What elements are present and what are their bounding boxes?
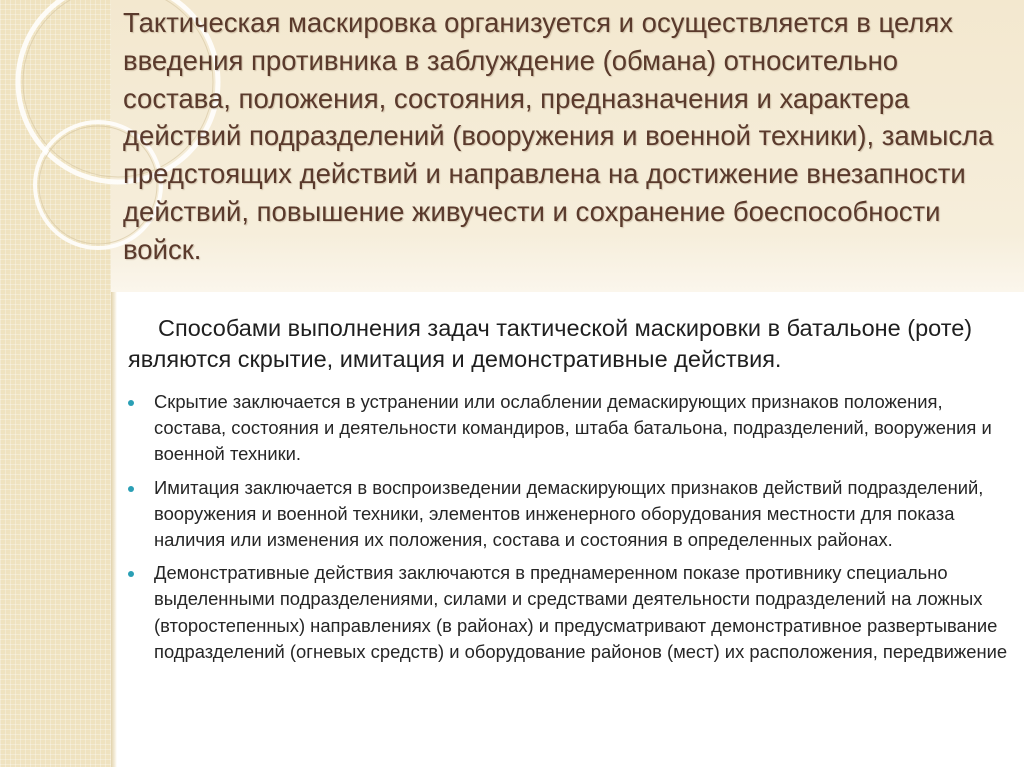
bullet-text: Скрытие заключается в устранении или ослаблении демаскирующих признаков положения, состава, состояния и деятельности командиров, штаба батальона, подразделений, вооружения и военной техники. <box>154 391 992 465</box>
round-bullet-icon <box>128 486 134 492</box>
bullet-text: Демонстративные действия заключаются в преднамеренном показе противнику специально выделенными подразделениями, силами и средствами деятельности подразделений на ложных (второстепенных) направлениях (в районах) и предусматривают демонстративное развертывание подразделений (огневых средств) и оборудование районов (мест) их расположения, передвижение <box>154 562 1008 662</box>
round-bullet-icon <box>128 571 134 577</box>
list-item <box>124 475 1014 554</box>
bullet-list <box>124 389 1014 672</box>
list-item <box>124 560 1014 665</box>
slide-title: Тактическая маскировка организуется и осуществляется в целях введения противника в заблуждение (обмана) относительно состава, положения, состояния, предназначения и характера действий подразделений (вооружения и военной техники), замысла предстоящих действий и направлена на достижение внезапности действий, повышение живучести и сохранение боеспособности войск. <box>123 7 994 265</box>
lead-paragraph: Способами выполнения задач тактической маскировки в батальоне (роте) являются скрытие, имитация и демонстративные действия. <box>128 315 973 372</box>
bullet-text: Имитация заключается в воспроизведении демаскирующих признаков действий подразделений, вооружения и военной техники, элементов инженерного оборудования местности для показа наличия или изменения их положения, состава и состояния в определенных районах. <box>154 476 984 551</box>
round-bullet-icon <box>128 400 134 406</box>
list-item <box>124 389 1014 468</box>
